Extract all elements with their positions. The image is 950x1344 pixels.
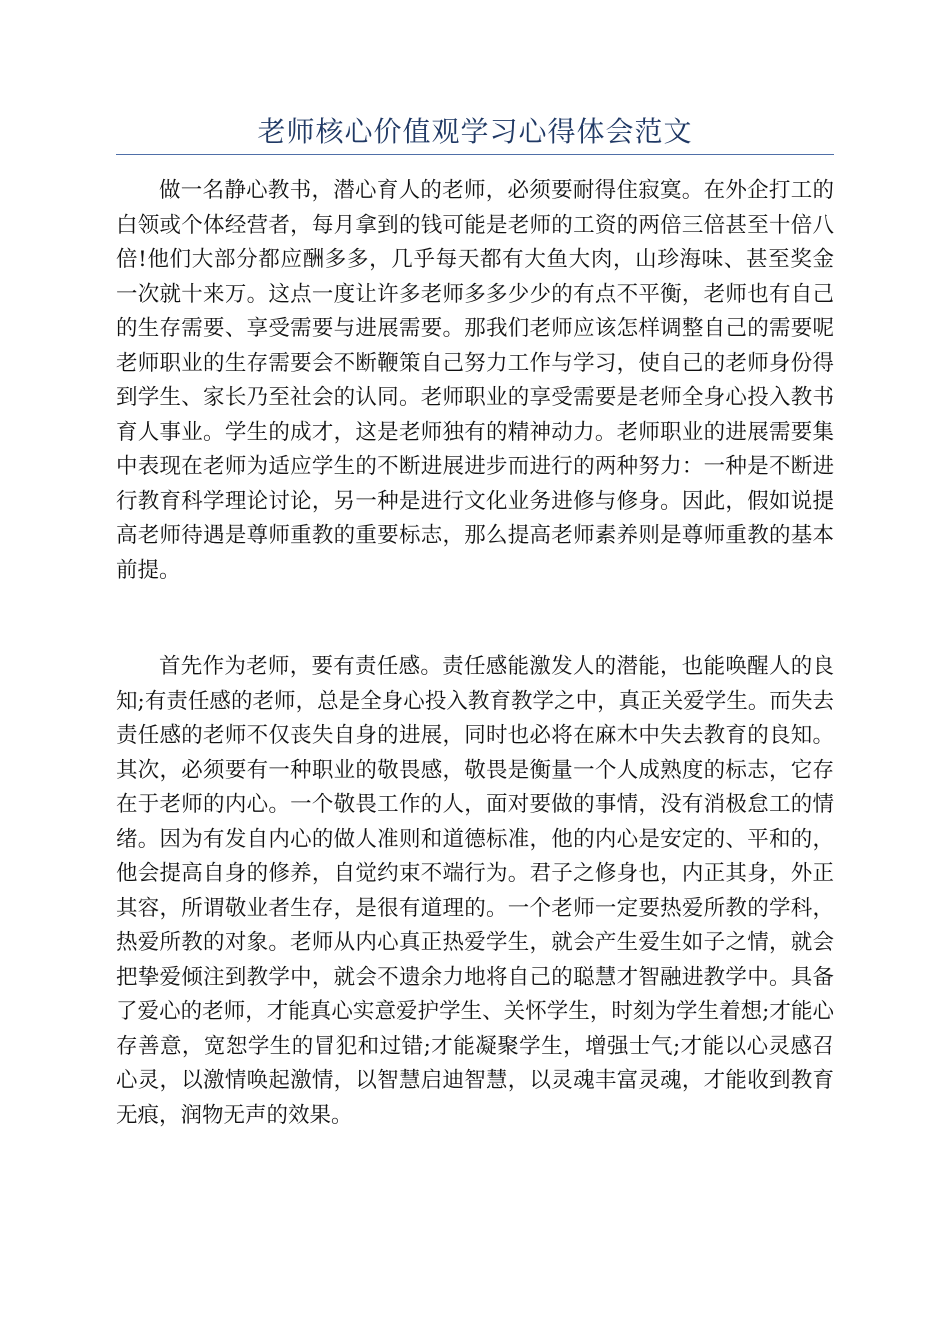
paragraph-2: 首先作为老师，要有责任感。责任感能激发人的潜能，也能唤醒人的良知;有责任感的老师，总是全身心投入教育教学之中，真正关爱学生。而失去责任感的老师不仅丧失自身的进展，同时也必将在麻木中失去教育的良知。其次，必须要有一种职业的敬畏感，敬畏是衡量一个人成熟度的标志，它存在于老师的内心。一个敬畏工作的人，面对要做的事情，没有消极怠工的情绪。因为有发自内心的做人准则和道德标准，他的内心是安定的、平和的，他会提高自身的修养，自觉约束不端行为。君子之修身也，内正其身，外正其容，所谓敬业者生存，是很有道理的。一个老师一定要热爱所教的学科，热爱所教的对象。老师从内心真正热爱学生，就会产生爱生如子之情，就会把挚爱倾注到教学中，就会不遗余力地将自己的聪慧才智融进教学中。具备了爱心的老师，才能真心实意爱护学生、关怀学生，时刻为学生着想;才能心存善意，宽恕学生的冒犯和过错;才能凝聚学生，增强士气;才能以心灵感召心灵，以激情唤起激情，以智慧启迪智慧，以灵魂丰富灵魂，才能收到教育无痕，润物无声的效果。 (116, 654, 834, 1128)
paragraph-1: 做一名静心教书，潜心育人的老师，必须要耐得住寂寞。在外企打工的白领或个体经营者，每月拿到的钱可能是老师的工资的两倍三倍甚至十倍八倍!他们大部分都应酬多多，几乎每天都有大鱼大肉，山珍海味、甚至奖金一次就十来万。这点一度让许多老师多多少少的有点不平衡，老师也有自己的生存需要、享受需要与进展需要。那我们老师应该怎样调整自己的需要呢老师职业的生存需要会不断鞭策自己努力工作与学习，使自己的老师身份得到学生、家长乃至社会的认同。老师职业的享受需要是老师全身心投入教书育人事业。学生的成才，这是老师独有的精神动力。老师职业的进展需要集中表现在老师为适应学生的不断进展进步而进行的两种努力：一种是不断进行教育科学理论讨论，另一种是进行文化业务进修与修身。因此，假如说提高老师待遇是尊师重教的重要标志，那么提高老师素养则是尊师重教的基本前提。 (116, 178, 834, 583)
title-underline (116, 154, 834, 155)
document-title: 老师核心价值观学习心得体会范文 (257, 115, 693, 148)
